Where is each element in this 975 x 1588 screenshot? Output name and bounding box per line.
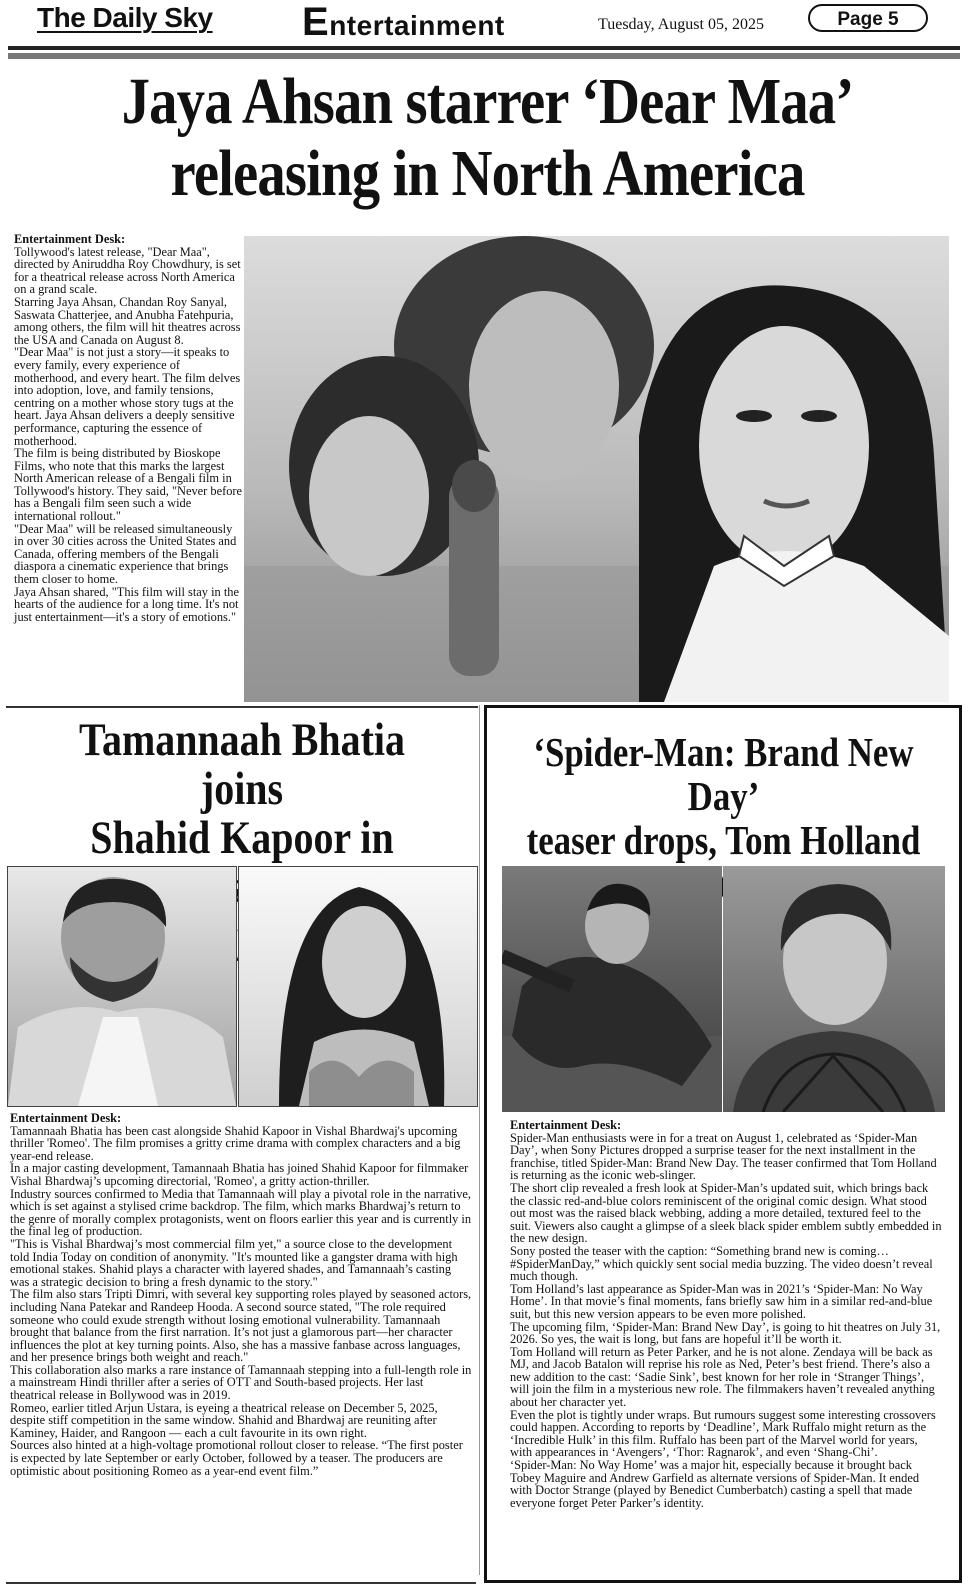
story3-paragraph: Tom Holland will return as Peter Parker, and he is not alone. Zendaya will be back as MJ, and Jacob Batalon will reprise his role as Ned, Peter’s best friend. There’s also a new addition to the cast: ‘Sadie Sink’, best known for her role in ‘Stranger Things’, will join the film in a mysterious new role. The filmmakers haven’t revealed anything about her character yet. xyxy=(510,1344,935,1410)
newspaper-brand: The Daily Sky xyxy=(37,2,213,33)
section-divider xyxy=(6,706,478,708)
story1-headline-line: Jaya Ahsan starrer ‘Dear Maa’ xyxy=(121,65,854,138)
story1-paragraph: Tollywood's latest release, "Dear Maa", directed by Aniruddha Roy Chowdhury, is set for a theatrical release across North America on a grand scale. xyxy=(14,244,241,297)
story3-headline-line: teaser drops, Tom Holland xyxy=(526,817,921,863)
story2-paragraph: Romeo, earlier titled Arjun Ustara, is eyeing a theatrical release on December 5, 2025, despite stiff competition in the same window. Shahid and Bhardwaj are reuniting after Kaminey, Haider, and Rangoon — each a cult favourite in its own right. xyxy=(10,1400,438,1440)
story2-paragraph: Tamannaah Bhatia has been cast alongside Shahid Kapoor in Vishal Bhardwaj's upcoming thriller 'Romeo'. The film promises a gritty crime drama with complex characters and a big year-end release. xyxy=(10,1123,461,1163)
spiderman-action-illustration xyxy=(502,866,722,1112)
story1-paragraph: Starring Jaya Ahsan, Chandan Roy Sanyal, Saswata Chatterjee, and Anubha Fatehpuria, among others, the film will hit theatres across the USA and Canada on August 8. xyxy=(14,294,241,347)
story2-paragraph: Sources also hinted at a high-voltage promotional rollout closer to release. “The first poster is expected by late September or early October, followed by a teaser. The producers are optimistic about positioning Romeo as a year-end event film.” xyxy=(10,1438,463,1478)
story1-desk: Entertainment Desk: xyxy=(14,232,126,246)
story2-headline-line: Tamannaah Bhatia joins xyxy=(78,714,406,815)
story3-paragraph: The short clip revealed a fresh look at Spider-Man’s updated suit, which brings back the classic red-and-blue colors reminiscent of the original comic design. What stood out most was the raised black webbing, adding a more detailed, textured feel to the suit. Viewers also caught a glimpse of a sleek black spider emblem subtly embedded in the new design. xyxy=(510,1180,942,1246)
spiderman-action-photo xyxy=(502,866,722,1112)
tom-holland-illustration xyxy=(723,866,945,1112)
story2-headline-line: Shahid Kapoor in xyxy=(90,812,394,864)
story1-paragraph: Jaya Ahsan shared, "This film will stay in the hearts of the audience for a long time. It's not just entertainment—it's a story of emotions." xyxy=(14,584,239,624)
tamannaah-bhatia-illustration xyxy=(239,867,477,1106)
story2-paragraph: This collaboration also marks a rare instance of Tamannaah stepping into a full-length role in a mainstream Hindi thriller after a series of OTT and South-based projects. Her last theatrical release in Bollywood was in 2019. xyxy=(10,1362,472,1403)
story2-desk: Entertainment Desk: xyxy=(10,1111,122,1125)
masthead-rule-grey xyxy=(8,53,960,59)
section-title xyxy=(302,2,505,42)
story2-paragraph: The film also stars Tripti Dimri, with several key supporting roles played by seasoned actors, including Nana Patekar and Randeep Hooda. A second source stated, "The role required someone who could exude strength without losing emotional vulnerability. Tamannaah brought that balance from the first narration. It’s not just a glamorous part—her character influences the plot at key turning points. Also, she has a massive fanbase across languages, and her presence brings both weight and reach." xyxy=(10,1287,472,1365)
story3-paragraph: ‘Spider-Man: No Way Home’ was a major hit, especially because it brought back Tobey Maguire and Andrew Garfield as alternate versions of Spider-Man. It ended with Doctor Strange (played by Benedict Cumberbatch) casting a spell that made everyone forget Peter Parker’s identity. xyxy=(510,1458,920,1510)
story3-paragraph: Even the plot is tightly under wraps. But rumours suggest some interesting crossovers could happen. According to reports by ‘Deadline’, Mark Ruffalo might return as the ‘Incredible Hulk’ in this film. Ruffalo has been part of the Marvel world for years, with appearances in ‘Avengers’, ‘Thor: Ragnarok’, and even ‘Shang-Chi’. xyxy=(510,1407,936,1460)
page-number-badge: Page 5 xyxy=(808,4,928,32)
dear-maa-poster-photo xyxy=(244,236,949,702)
story1-paragraph: "Dear Maa" is not just a story—it speaks to every family, every experience of motherhood, and every heart. The film delves into adoption, love, and family tensions, centring on a mother whose story tugs at the heart. Jaya Ahsan delivers a deeply sensitive performance, capturing the essence of motherhood. xyxy=(14,345,241,448)
story3-paragraph: Spider-Man enthusiasts were in for a treat on August 1, celebrated as ‘Spider-Man Day’, when Sony Pictures dropped a surprise teaser for the next installment in the franchise, titled Spider-Man: Brand New Day. The teaser confirmed that Tom Holland is returning as the iconic web-slinger. xyxy=(510,1130,937,1183)
column-divider xyxy=(479,705,480,1575)
story1-headline xyxy=(68,66,907,210)
story1-paragraph: "Dear Maa" will be released simultaneously in over 30 cities across the United States and Canada, offering members of the Bengali diaspora a cinematic experience that brings them closer to home. xyxy=(14,521,237,587)
story1-body xyxy=(14,233,244,623)
story2-paragraph: In a major casting development, Tamannaah Bhatia has joined Shahid Kapoor for filmmaker Vishal Bhardwaj’s upcoming directorial, 'Romeo', a gritty action-thriller. xyxy=(10,1161,469,1188)
issue-date: Tuesday, August 05, 2025 xyxy=(598,16,764,33)
story2-paragraph: Industry sources confirmed to Media that Tamannaah will play a pivotal role in the narrative, which is set against a stylised crime backdrop. The film, which marks Bhardwaj’s return to the genre of morally complex protagonists, went on floors earlier this year and is currently in the final leg of production. xyxy=(10,1186,472,1239)
story3-paragraph: Tom Holland’s last appearance as Spider-Man was in 2021’s ‘Spider-Man: No Way Home’. In that movie’s final moments, fans briefly saw him in a similar red-and-blue suit, but this new version appears to be even more polished. xyxy=(510,1281,933,1321)
story3-desk: Entertainment Desk: xyxy=(510,1118,622,1132)
tamannaah-bhatia-photo xyxy=(238,866,478,1107)
section-title-initial: E xyxy=(302,0,330,44)
tom-holland-photo xyxy=(723,866,945,1112)
story2-paragraph: "This is Vishal Bhardwaj’s most commercial film yet," a source close to the development told India Today on condition of anonymity. "It's mounted like a gangster drama with high emotional stakes. Shahid plays a character with layered shades, and Tamannaah’s casting was a strategic decision to bring a fresh dynamic to the story." xyxy=(10,1236,458,1289)
story2-body xyxy=(10,1112,472,1477)
section-title-rest: ntertainment xyxy=(329,10,505,41)
shahid-kapoor-illustration xyxy=(8,867,236,1106)
story3-headline-line: ‘Spider-Man: Brand New Day’ xyxy=(533,729,914,819)
story3-paragraph: Sony posted the teaser with the caption: “Something brand new is coming… #SpiderManDay,” which quickly sent social media buzzing. The video doesn’t reveal much though. xyxy=(510,1243,933,1284)
bottom-rule xyxy=(6,1582,476,1584)
story3-body xyxy=(510,1119,942,1509)
story1-headline-line: releasing in North America xyxy=(170,137,805,210)
story1-paragraph: The film is being distributed by Bioskope Films, who note that this marks the largest North American release of a Bengali film in Tollywood's history. They said, "Never before has a Bengali film seen such a wide international rollout." xyxy=(14,446,243,524)
shahid-kapoor-photo xyxy=(7,866,237,1107)
dear-maa-poster-illustration xyxy=(244,236,949,702)
story3-paragraph: The upcoming film, ‘Spider-Man: Brand New Day’, is going to hit theatres on July 31, 2026. So yes, the wait is long, but fans are hopeful it’ll be worth it. xyxy=(510,1319,941,1347)
masthead-rule xyxy=(8,46,960,50)
